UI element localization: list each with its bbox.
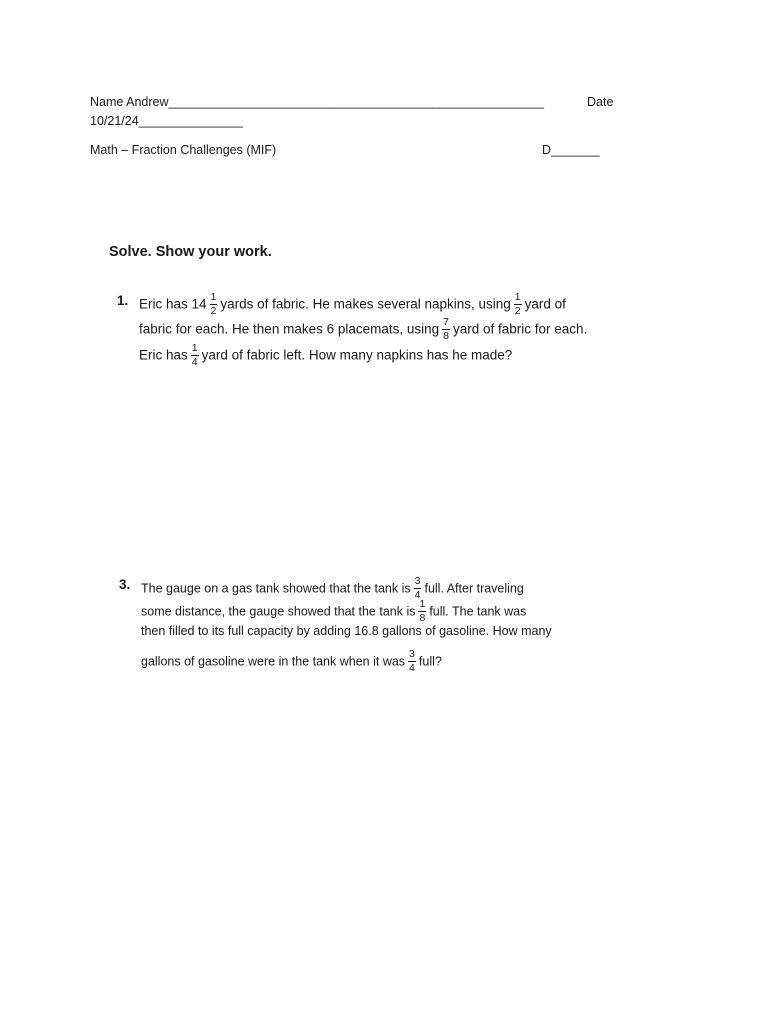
q3-text: The gauge on a gas tank showed that the tank is [141,581,411,596]
fraction-one-eighth: $\frac{1}{8}$ [419,598,426,624]
q3-text: some distance, the gauge showed that the tank is [141,604,416,619]
question-3-line-1 [141,577,524,601]
question-1-line-3 [139,344,512,368]
question-3-line-3: then filled to its full capacity by adding 16.8 gallons of gasoline. How many [141,624,552,638]
q3-text: gallons of gasoline were in the tank when it was [141,654,406,669]
q1-text: yard of fabric for each. [453,321,588,337]
fraction-one-half: $\frac{1}{2}$ [514,291,521,317]
date-field: 10/21/24_______________ [90,114,243,128]
q3-text: full. After traveling [424,581,524,596]
q3-text: full? [418,654,442,669]
d-field: D_______ [542,143,600,157]
question-1-line-1 [139,293,566,317]
question-3-line-2 [141,600,526,624]
question-1-number: 1. [117,293,129,308]
name-field: Name Andrew______________________________________________________ [90,95,544,109]
question-1-line-2 [139,318,587,342]
q1-text: yards of fabric. He makes several napkins, using [220,296,511,312]
fraction-one-half: $\frac{1}{2}$ [210,291,217,317]
q1-text: Eric has 14 [139,296,207,312]
fraction-one-quarter: $\frac{1}{4}$ [191,342,198,368]
q1-text: yard of fabric left. How many napkins has he made? [201,347,513,363]
subject-line: Math – Fraction Challenges (MIF) [90,143,277,157]
q1-text: yard of [524,296,566,312]
question-3-line-4 [141,650,442,674]
fraction-three-quarters: $\frac{3}{4}$ [409,648,415,674]
fraction-seven-eighths: $\frac{7}{8}$ [443,316,449,342]
fraction-three-quarters: $\frac{3}{4}$ [414,575,421,601]
q3-text: full. The tank was [429,604,527,619]
date-label: Date [587,95,614,109]
q1-text: Eric has [139,347,188,363]
worksheet-title: Solve. Show your work. [109,244,272,260]
q1-text: fabric for each. He then makes 6 placemats, using [139,321,440,337]
question-3-number: 3. [119,577,131,592]
